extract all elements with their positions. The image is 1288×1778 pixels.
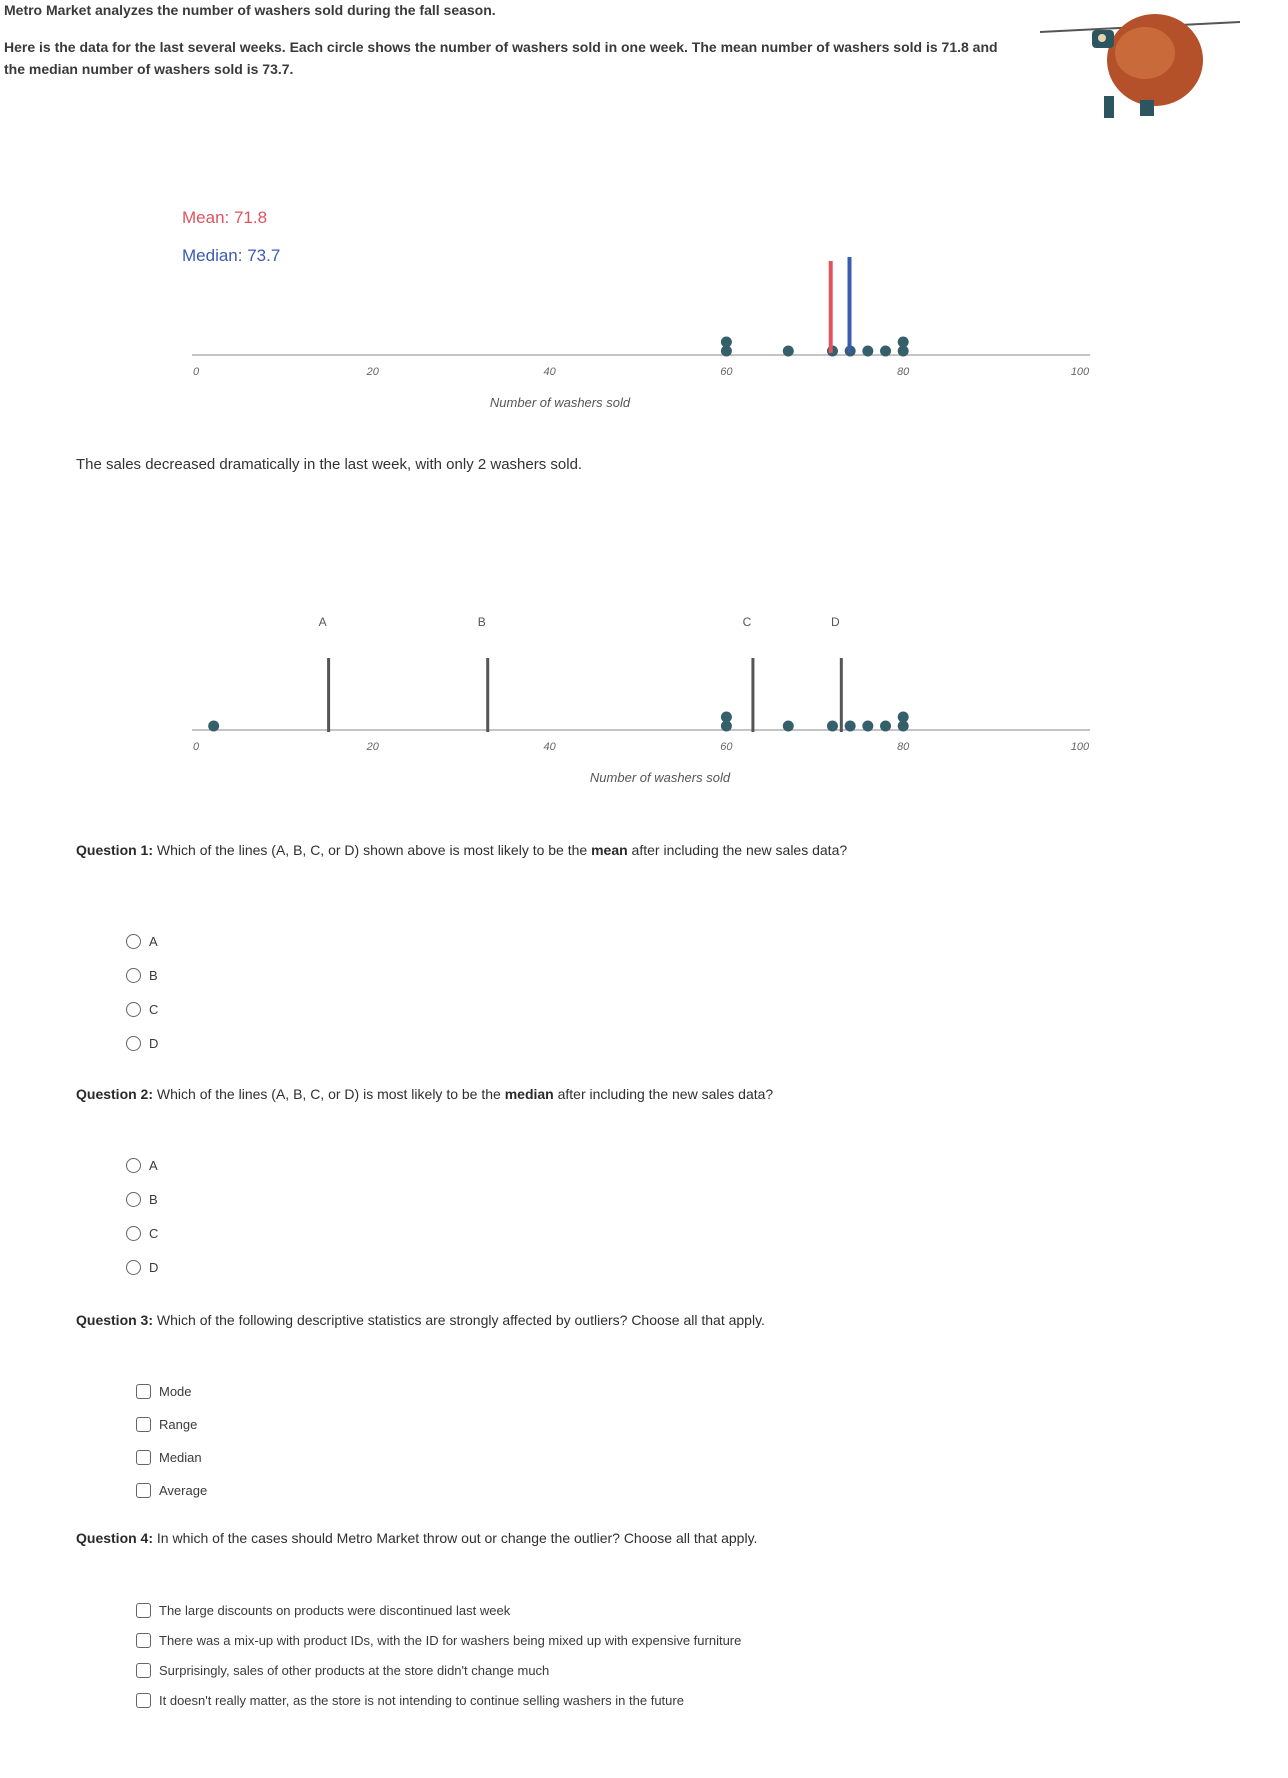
sales-note: The sales decreased dramatically in the last week, with only 2 washers sold. xyxy=(76,456,583,473)
q2-option-a[interactable] xyxy=(126,1148,158,1182)
option-label: B xyxy=(149,967,158,983)
q1-option-b[interactable] xyxy=(126,958,158,992)
checkbox-icon[interactable] xyxy=(136,1417,151,1432)
option-label: C xyxy=(149,1225,159,1241)
question-1-text: Which of the lines (A, B, C, or D) shown above is most likely to be the xyxy=(156,842,592,858)
tick-label: 40 xyxy=(543,741,556,753)
question-3-options xyxy=(136,1375,207,1507)
dot-plot-2 xyxy=(150,600,1110,800)
q1-option-d[interactable] xyxy=(126,1026,158,1060)
checkbox-icon[interactable] xyxy=(136,1450,151,1465)
q2-option-c[interactable] xyxy=(126,1216,158,1250)
radio-icon[interactable] xyxy=(126,1226,141,1241)
question-2 xyxy=(76,1082,1196,1106)
data-point xyxy=(721,337,732,348)
tick-label: 100 xyxy=(1070,741,1090,753)
q2-option-d[interactable] xyxy=(126,1250,158,1284)
radio-icon[interactable] xyxy=(126,934,141,949)
data-point xyxy=(208,721,219,732)
tick-label: 20 xyxy=(366,366,379,378)
checkbox-icon[interactable] xyxy=(136,1483,151,1498)
radio-icon[interactable] xyxy=(126,1158,141,1173)
mean-label: Mean: 71.8 xyxy=(182,208,268,227)
question-1-emphasis: mean xyxy=(591,842,628,858)
radio-icon[interactable] xyxy=(126,968,141,983)
option-label: Average xyxy=(159,1483,208,1498)
option-label: B xyxy=(149,1191,158,1207)
intro-text: Here is the data for the last several weeks. Each circle shows the number of washers sold in one week. The mean number of washers sold is 71.8 and the median number of washers sold is 73.7. xyxy=(4,39,998,77)
q3-option-mode[interactable] xyxy=(136,1375,207,1408)
q4-option-4[interactable] xyxy=(136,1685,741,1715)
question-3-label: Question 3: xyxy=(76,1312,154,1328)
option-label: The large discounts on products were discontinued last week xyxy=(159,1602,511,1618)
question-4 xyxy=(76,1526,1256,1550)
tick-label: 80 xyxy=(897,741,910,753)
question-1 xyxy=(76,838,1196,862)
checkbox-icon[interactable] xyxy=(136,1693,151,1708)
mascot-illustration xyxy=(1040,8,1250,128)
data-point xyxy=(880,346,891,357)
option-label: D xyxy=(149,1035,159,1051)
radio-icon[interactable] xyxy=(126,1192,141,1207)
dot-plot-1 xyxy=(150,255,1110,415)
option-label: Surprisingly, sales of other products at the store didn't change much xyxy=(159,1662,550,1678)
x-axis-label: Number of washers sold xyxy=(489,395,631,410)
tick-label: 60 xyxy=(720,366,733,378)
data-point xyxy=(862,721,873,732)
x-axis-label: Number of washers sold xyxy=(589,770,731,785)
option-label: A xyxy=(149,1157,158,1173)
question-4-label: Question 4: xyxy=(76,1530,154,1546)
tick-label: 60 xyxy=(720,741,733,753)
data-point xyxy=(721,712,732,723)
radio-icon[interactable] xyxy=(126,1036,141,1051)
data-point xyxy=(783,346,794,357)
reference-line-label: B xyxy=(477,615,486,629)
data-point xyxy=(827,721,838,732)
question-3 xyxy=(76,1308,1256,1332)
q4-option-1[interactable] xyxy=(136,1595,741,1625)
data-point xyxy=(845,721,856,732)
q3-option-range[interactable] xyxy=(136,1408,207,1441)
data-point xyxy=(898,337,909,348)
question-2-text-end: after including the new sales data? xyxy=(553,1086,774,1102)
tick-label: 0 xyxy=(192,366,200,378)
intro-title: Metro Market analyzes the number of washers sold during the fall season. xyxy=(4,2,496,18)
tick-label: 100 xyxy=(1070,366,1090,378)
question-4-options xyxy=(136,1595,741,1715)
radio-icon[interactable] xyxy=(126,1260,141,1275)
q4-option-3[interactable] xyxy=(136,1655,741,1685)
q2-option-b[interactable] xyxy=(126,1182,158,1216)
tick-label: 0 xyxy=(192,741,200,753)
question-1-options xyxy=(126,924,158,1060)
option-label: It doesn't really matter, as the store is not intending to continue selling washers in the future xyxy=(159,1692,684,1708)
checkbox-icon[interactable] xyxy=(136,1633,151,1648)
data-point xyxy=(898,712,909,723)
question-2-text: Which of the lines (A, B, C, or D) is most likely to be the xyxy=(156,1086,505,1102)
question-2-label: Question 2: xyxy=(76,1086,154,1102)
option-label: Mode xyxy=(159,1384,192,1399)
checkbox-icon[interactable] xyxy=(136,1663,151,1678)
option-label: A xyxy=(149,933,158,949)
data-point xyxy=(783,721,794,732)
tick-label: 40 xyxy=(543,366,556,378)
median-label: Median: 73.7 xyxy=(182,246,281,265)
question-4-text: In which of the cases should Metro Market throw out or change the outlier? Choose all that apply. xyxy=(156,1530,758,1546)
q1-option-a[interactable] xyxy=(126,924,158,958)
checkbox-icon[interactable] xyxy=(136,1384,151,1399)
reference-line-label: A xyxy=(318,615,327,629)
q3-option-average[interactable] xyxy=(136,1474,207,1507)
q3-option-median[interactable] xyxy=(136,1441,207,1474)
option-label: D xyxy=(149,1259,159,1275)
q4-option-2[interactable] xyxy=(136,1625,741,1655)
option-label: There was a mix-up with product IDs, with the ID for washers being mixed up with expensive furniture xyxy=(159,1632,742,1648)
question-1-text-end: after including the new sales data? xyxy=(627,842,848,858)
checkbox-icon[interactable] xyxy=(136,1603,151,1618)
option-label: Median xyxy=(159,1450,202,1465)
tick-label: 20 xyxy=(366,741,379,753)
question-1-label: Question 1: xyxy=(76,842,154,858)
q1-option-c[interactable] xyxy=(126,992,158,1026)
tick-label: 80 xyxy=(897,366,910,378)
data-point xyxy=(880,721,891,732)
reference-line-label: C xyxy=(742,615,752,629)
radio-icon[interactable] xyxy=(126,1002,141,1017)
data-point xyxy=(862,346,873,357)
option-label: Range xyxy=(159,1417,198,1432)
reference-line-label: D xyxy=(830,615,840,629)
option-label: C xyxy=(149,1001,159,1017)
question-2-emphasis: median xyxy=(504,1086,554,1102)
question-3-text: Which of the following descriptive statistics are strongly affected by outliers? Choose all that apply. xyxy=(156,1312,765,1328)
question-2-options xyxy=(126,1148,158,1284)
